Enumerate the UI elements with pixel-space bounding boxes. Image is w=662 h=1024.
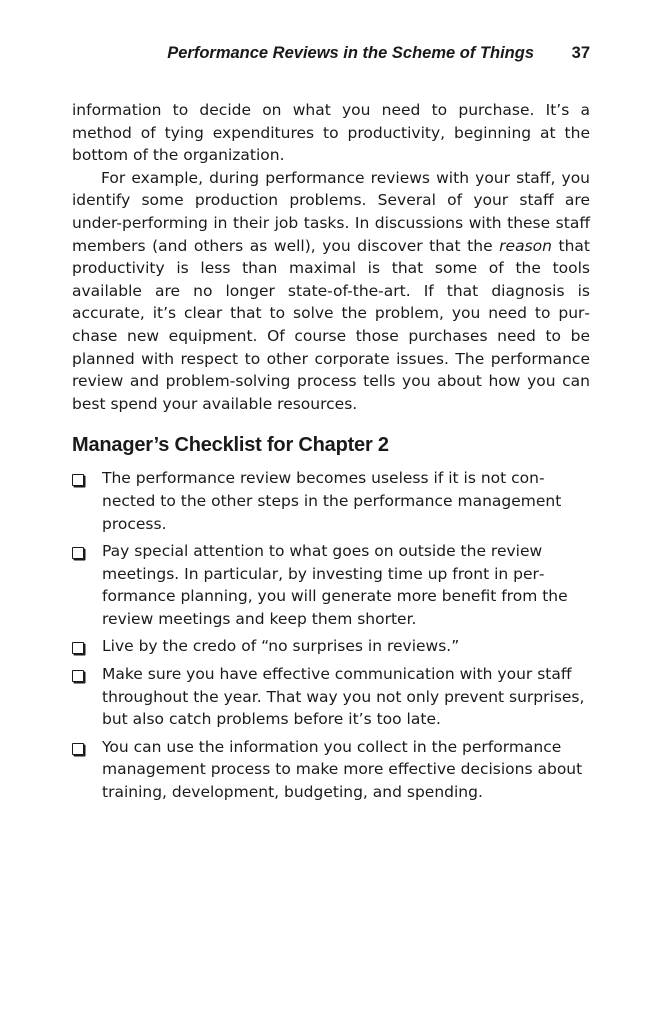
body-paragraph-2 <box>72 167 590 416</box>
running-header <box>72 41 590 65</box>
checkbox-icon <box>72 547 84 559</box>
page-number: 37 <box>571 44 590 62</box>
checklist-item <box>72 467 590 535</box>
checklist-item-text: Pay special attention to what goes on outside the review meetings. In particular, by investing time up front in performance planning, you will generate more benefit from the review meetings and keep them shorter. <box>102 542 568 628</box>
para2-start: For example, during performance reviews with your staff, you identify some production problems. Several of your staff are under-performing in their job tasks. In discussions with these staff members (and others as well), you discover that the <box>72 168 590 255</box>
checklist-item <box>72 635 590 658</box>
running-title: Performance Reviews in the Scheme of Things <box>167 44 534 62</box>
checkbox-icon <box>72 743 84 755</box>
checklist-item <box>72 736 590 804</box>
manager-checklist <box>72 467 590 803</box>
checklist-item <box>72 663 590 731</box>
checklist-item-text: Make sure you have effective communication with your staff throughout the year. That way you not only prevent surprises, but also catch problems before it’s too late. <box>102 665 585 729</box>
checklist-item <box>72 540 590 630</box>
checkbox-icon <box>72 474 84 486</box>
checklist-item-text: You can use the information you collect in the performance management process to make more effective decisions about training, development, budgeting, and spending. <box>102 737 583 802</box>
checkbox-icon <box>72 670 84 682</box>
checklist-item-text: The performance review becomes useless if it is not connected to the other steps in the performance management process. <box>102 469 562 533</box>
body-paragraph-1: information to decide on what you need to purchase. It’s a method of tying expenditures to productivity, beginning at the bottom of the organization. <box>72 101 590 165</box>
checklist-item-text: Live by the credo of “no surprises in reviews.” <box>102 637 460 656</box>
checkbox-icon <box>72 642 84 654</box>
para2-emphasis: reason <box>499 236 552 255</box>
checklist-heading: Manager’s Checklist for Chapter 2 <box>72 434 389 457</box>
para2-end: that productivity is less than maximal is that some of the tools available are no longer state-of-the-art. If that diagnosis is accurate, it’s clear that to solve the problem, you need to purchase new equipment. Of course those purchases need to be planned with respect to other corporate issues. The performance review and problem-solving process tells you about how you can best spend your available resources. <box>72 236 590 413</box>
page-content <box>72 99 590 809</box>
